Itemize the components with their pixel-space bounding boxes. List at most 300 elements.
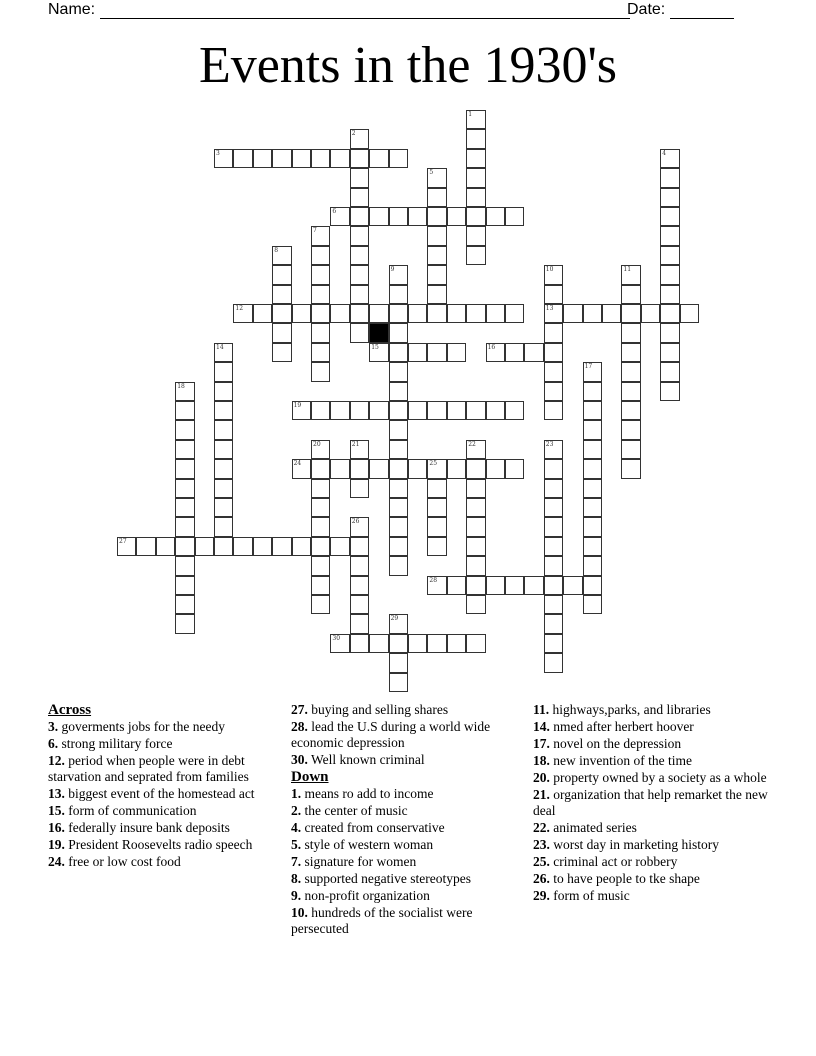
grid-cell[interactable] <box>175 576 194 595</box>
grid-cell[interactable] <box>350 401 369 420</box>
grid-cell[interactable] <box>660 285 679 304</box>
grid-cell[interactable] <box>369 149 388 168</box>
clue-text: goverments jobs for the needy <box>61 719 225 734</box>
grid-cell[interactable] <box>272 343 291 362</box>
grid-cell[interactable] <box>486 304 505 323</box>
grid-cell[interactable] <box>175 556 194 575</box>
grid-cell[interactable] <box>369 634 388 653</box>
grid-cell[interactable] <box>408 207 427 226</box>
grid-cell[interactable] <box>486 207 505 226</box>
grid-cell[interactable] <box>350 207 369 226</box>
grid-cell[interactable] <box>389 401 408 420</box>
grid-cell[interactable] <box>253 304 272 323</box>
grid-cell[interactable] <box>311 595 330 614</box>
grid-cell[interactable] <box>253 149 272 168</box>
grid-cell[interactable] <box>389 498 408 517</box>
grid-cell[interactable] <box>660 149 679 168</box>
grid-cell[interactable] <box>214 343 233 362</box>
grid-cell[interactable] <box>350 614 369 633</box>
grid-cell[interactable] <box>544 440 563 459</box>
grid-cell[interactable] <box>350 149 369 168</box>
grid-cell[interactable] <box>660 246 679 265</box>
grid-cell[interactable] <box>583 459 602 478</box>
grid-cell[interactable] <box>389 207 408 226</box>
grid-cell[interactable] <box>660 343 679 362</box>
grid-cell[interactable] <box>660 362 679 381</box>
grid-cell[interactable] <box>583 537 602 556</box>
grid-cell[interactable] <box>389 479 408 498</box>
grid-cell[interactable] <box>389 517 408 536</box>
grid-cell[interactable] <box>214 498 233 517</box>
clue-number: 9 <box>390 266 395 274</box>
grid-cell[interactable] <box>544 343 563 362</box>
grid-cell[interactable] <box>505 304 524 323</box>
grid-cell[interactable] <box>272 304 291 323</box>
date-line[interactable] <box>670 3 734 19</box>
grid-cell[interactable] <box>427 479 446 498</box>
across-clue <box>48 820 288 836</box>
grid-cell[interactable] <box>408 634 427 653</box>
grid-cell[interactable] <box>175 440 194 459</box>
grid-cell[interactable] <box>466 168 485 187</box>
grid-cell[interactable] <box>311 459 330 478</box>
clue-text: hundreds of the socialist were persecuted <box>291 905 473 936</box>
grid-cell[interactable] <box>389 634 408 653</box>
grid-cell[interactable] <box>389 440 408 459</box>
grid-cell[interactable] <box>583 498 602 517</box>
grid-cell[interactable] <box>272 246 291 265</box>
date-field[interactable] <box>627 1 734 19</box>
grid-cell[interactable] <box>466 479 485 498</box>
grid-cell[interactable] <box>427 188 446 207</box>
clue-number: 19 <box>293 402 302 409</box>
grid-cell[interactable] <box>369 207 388 226</box>
grid-cell[interactable] <box>350 556 369 575</box>
clue-number: 20 <box>313 440 321 448</box>
grid-cell[interactable] <box>505 401 524 420</box>
clue-number: 22 <box>468 440 476 448</box>
grid-cell[interactable] <box>583 556 602 575</box>
grid-cell[interactable] <box>389 537 408 556</box>
grid-cell[interactable] <box>621 304 640 323</box>
grid-cell[interactable] <box>544 498 563 517</box>
grid-cell[interactable] <box>466 440 485 459</box>
grid-cell[interactable] <box>389 382 408 401</box>
clue-text: nmed after herbert hoover <box>553 719 694 734</box>
grid-cell[interactable] <box>660 188 679 207</box>
grid-cell[interactable] <box>350 188 369 207</box>
grid-cell[interactable] <box>350 246 369 265</box>
grid-cell[interactable] <box>621 362 640 381</box>
grid-cell[interactable] <box>583 304 602 323</box>
grid-cell[interactable] <box>602 304 621 323</box>
grid-cell[interactable] <box>272 265 291 284</box>
grid-cell[interactable] <box>505 207 524 226</box>
grid-cell[interactable] <box>214 401 233 420</box>
grid-cell[interactable] <box>583 479 602 498</box>
grid-cell[interactable] <box>544 382 563 401</box>
grid-cell[interactable] <box>563 576 582 595</box>
grid-cell[interactable] <box>408 343 427 362</box>
clue-text: animated series <box>553 820 637 835</box>
clue-text: buying and selling shares <box>311 702 449 717</box>
grid-cell[interactable] <box>544 517 563 536</box>
grid-cell[interactable] <box>427 401 446 420</box>
grid-cell[interactable] <box>369 401 388 420</box>
grid-cell[interactable] <box>214 382 233 401</box>
grid-cell[interactable] <box>292 459 311 478</box>
grid-cell[interactable] <box>175 595 194 614</box>
clue-number: 29 <box>390 615 399 623</box>
grid-cell[interactable] <box>350 634 369 653</box>
grid-cell[interactable] <box>330 207 349 226</box>
grid-cell[interactable] <box>660 304 679 323</box>
clue-number: 13 <box>545 305 554 312</box>
grid-cell[interactable] <box>505 576 524 595</box>
grid-cell[interactable] <box>447 634 466 653</box>
grid-cell[interactable] <box>350 168 369 187</box>
grid-cell[interactable] <box>466 576 485 595</box>
grid-cell[interactable] <box>486 459 505 478</box>
grid-cell[interactable] <box>621 265 640 284</box>
grid-cell[interactable] <box>544 401 563 420</box>
page-title: Events in the 1930's <box>198 37 618 94</box>
grid-cell[interactable] <box>544 285 563 304</box>
grid-cell[interactable] <box>389 362 408 381</box>
grid-cell[interactable] <box>389 285 408 304</box>
grid-cell[interactable] <box>466 595 485 614</box>
grid-cell[interactable] <box>350 537 369 556</box>
grid-cell[interactable] <box>466 226 485 245</box>
grid-cell[interactable] <box>544 323 563 342</box>
clue-num: 8. <box>291 871 302 886</box>
grid-cell[interactable] <box>311 149 330 168</box>
grid-cell[interactable] <box>427 517 446 536</box>
grid-cell[interactable] <box>466 207 485 226</box>
clue-text: federally insure bank deposits <box>68 820 230 835</box>
grid-cell[interactable] <box>350 285 369 304</box>
grid-cell[interactable] <box>195 537 214 556</box>
down-clue <box>533 888 773 904</box>
grid-cell[interactable] <box>350 323 369 342</box>
grid-cell[interactable] <box>292 304 311 323</box>
grid-cell[interactable] <box>330 401 349 420</box>
grid-cell[interactable] <box>427 498 446 517</box>
clue-text: created from conservative <box>304 820 445 835</box>
name-label: Name: <box>48 1 96 18</box>
grid-cell[interactable] <box>680 304 699 323</box>
grid-cell[interactable] <box>427 304 446 323</box>
clue-number: 1 <box>468 111 473 118</box>
grid-cell[interactable] <box>175 459 194 478</box>
grid-cell[interactable] <box>447 343 466 362</box>
grid-cell[interactable] <box>583 362 602 381</box>
grid-cell[interactable] <box>621 420 640 439</box>
grid-cell[interactable] <box>524 576 543 595</box>
grid-cell[interactable] <box>427 634 446 653</box>
clue-number: 14 <box>216 343 224 351</box>
grid-cell[interactable] <box>466 129 485 148</box>
clue-text: to have people to tke shape <box>553 871 700 886</box>
grid-cell[interactable] <box>214 420 233 439</box>
across-clue <box>291 702 531 718</box>
grid-cell[interactable] <box>292 401 311 420</box>
grid-cell[interactable] <box>350 226 369 245</box>
grid-cell[interactable] <box>350 517 369 536</box>
grid-cell[interactable] <box>466 401 485 420</box>
grid-cell[interactable] <box>641 304 660 323</box>
grid-cell[interactable] <box>621 382 640 401</box>
grid-cell[interactable] <box>233 537 252 556</box>
clue-num: 18. <box>533 753 550 768</box>
grid-cell[interactable] <box>311 556 330 575</box>
grid-cell[interactable] <box>544 265 563 284</box>
grid-cell[interactable] <box>311 537 330 556</box>
grid-cell[interactable] <box>311 401 330 420</box>
grid-cell[interactable] <box>505 343 524 362</box>
down-clue <box>533 753 773 769</box>
grid-cell[interactable] <box>660 382 679 401</box>
across-clue <box>48 736 288 752</box>
grid-cell[interactable] <box>544 459 563 478</box>
grid-cell[interactable] <box>311 576 330 595</box>
grid-cell[interactable] <box>330 634 349 653</box>
grid-cell[interactable] <box>311 226 330 245</box>
grid-cell[interactable] <box>292 149 311 168</box>
grid-cell[interactable] <box>175 614 194 633</box>
grid-cell[interactable] <box>544 634 563 653</box>
grid-cell[interactable] <box>369 343 388 362</box>
clue-text: form of music <box>553 888 630 903</box>
grid-cell[interactable] <box>389 459 408 478</box>
grid-cell[interactable] <box>175 498 194 517</box>
grid-cell[interactable] <box>621 343 640 362</box>
grid-cell[interactable] <box>272 537 291 556</box>
grid-cell[interactable] <box>466 634 485 653</box>
grid-cell[interactable] <box>330 537 349 556</box>
grid-cell[interactable] <box>175 479 194 498</box>
grid-cell[interactable] <box>427 537 446 556</box>
grid-cell[interactable] <box>466 556 485 575</box>
grid-cell[interactable] <box>389 323 408 342</box>
grid-cell[interactable] <box>311 265 330 284</box>
grid-cell[interactable] <box>544 537 563 556</box>
grid-cell[interactable] <box>544 304 563 323</box>
grid-cell[interactable] <box>447 304 466 323</box>
grid-cell[interactable] <box>253 537 272 556</box>
clue-num: 20. <box>533 770 550 785</box>
grid-cell[interactable] <box>389 149 408 168</box>
grid-cell[interactable] <box>311 440 330 459</box>
grid-cell[interactable] <box>486 343 505 362</box>
name-line[interactable] <box>100 3 630 19</box>
grid-cell[interactable] <box>214 517 233 536</box>
grid-cell[interactable] <box>427 207 446 226</box>
grid-cell[interactable] <box>369 304 388 323</box>
grid-cell[interactable] <box>214 537 233 556</box>
grid-cell[interactable] <box>544 576 563 595</box>
grid-cell[interactable] <box>311 304 330 323</box>
grid-cell[interactable] <box>447 576 466 595</box>
grid-cell[interactable] <box>583 576 602 595</box>
grid-cell[interactable] <box>330 459 349 478</box>
grid-cell[interactable] <box>389 420 408 439</box>
grid-cell[interactable] <box>544 614 563 633</box>
grid-cell[interactable] <box>466 304 485 323</box>
grid-cell[interactable] <box>621 459 640 478</box>
grid-cell[interactable] <box>544 595 563 614</box>
clue-num: 15. <box>48 803 65 818</box>
grid-cell[interactable] <box>466 246 485 265</box>
grid-cell[interactable] <box>350 129 369 148</box>
grid-cell[interactable] <box>389 265 408 284</box>
grid-cell[interactable] <box>272 149 291 168</box>
grid-cell[interactable] <box>214 440 233 459</box>
grid-cell[interactable] <box>466 537 485 556</box>
across-clue <box>48 837 288 853</box>
grid-cell[interactable] <box>524 343 543 362</box>
grid-cell[interactable] <box>466 110 485 129</box>
grid-cell[interactable] <box>583 382 602 401</box>
grid-cell[interactable] <box>660 207 679 226</box>
grid-cell[interactable] <box>427 265 446 284</box>
grid-cell[interactable] <box>621 440 640 459</box>
grid-cell[interactable] <box>427 168 446 187</box>
grid-cell[interactable] <box>427 576 446 595</box>
grid-cell[interactable] <box>214 362 233 381</box>
grid-cell[interactable] <box>389 614 408 633</box>
grid-cell[interactable] <box>389 673 408 692</box>
grid-cell[interactable] <box>389 343 408 362</box>
grid-cell[interactable] <box>350 304 369 323</box>
grid-cell[interactable] <box>408 459 427 478</box>
clue-text: the center of music <box>304 803 408 818</box>
grid-cell[interactable] <box>311 362 330 381</box>
grid-cell[interactable] <box>389 304 408 323</box>
grid-cell[interactable] <box>156 537 175 556</box>
grid-cell[interactable] <box>311 285 330 304</box>
grid-cell[interactable] <box>427 343 446 362</box>
grid-cell[interactable] <box>175 401 194 420</box>
grid-cell[interactable] <box>136 537 155 556</box>
clue-number: 23 <box>545 440 554 448</box>
grid-cell[interactable] <box>544 479 563 498</box>
grid-cell[interactable] <box>447 459 466 478</box>
grid-cell[interactable] <box>350 265 369 284</box>
grid-cell[interactable] <box>563 304 582 323</box>
clue-text: free or low cost food <box>68 854 181 869</box>
grid-cell[interactable] <box>311 343 330 362</box>
grid-cell[interactable] <box>583 440 602 459</box>
grid-cell[interactable] <box>175 382 194 401</box>
grid-cell[interactable] <box>311 498 330 517</box>
grid-cell[interactable] <box>427 226 446 245</box>
grid-cell[interactable] <box>214 149 233 168</box>
clue-num: 25. <box>533 854 550 869</box>
grid-cell[interactable] <box>175 517 194 536</box>
grid-cell[interactable] <box>486 401 505 420</box>
grid-cell[interactable] <box>272 285 291 304</box>
name-field[interactable] <box>48 1 630 19</box>
grid-cell[interactable] <box>311 479 330 498</box>
across-clue <box>48 803 288 819</box>
clue-num: 7. <box>291 854 302 869</box>
clue-number: 25 <box>429 460 438 468</box>
grid-cell[interactable] <box>466 517 485 536</box>
grid-cell[interactable] <box>544 653 563 672</box>
grid-cell[interactable] <box>350 595 369 614</box>
grid-cell[interactable] <box>660 323 679 342</box>
grid-cell[interactable] <box>175 537 194 556</box>
grid-cell[interactable] <box>427 285 446 304</box>
grid-cell[interactable] <box>292 537 311 556</box>
grid-cell[interactable] <box>621 401 640 420</box>
grid-cell[interactable] <box>272 323 291 342</box>
grid-cell[interactable] <box>369 459 388 478</box>
grid-cell[interactable] <box>583 595 602 614</box>
grid-cell[interactable] <box>311 517 330 536</box>
grid-cell[interactable] <box>389 556 408 575</box>
grid-cell[interactable] <box>583 420 602 439</box>
clue-text: criminal act or robbery <box>553 854 678 869</box>
grid-cell[interactable] <box>311 246 330 265</box>
grid-cell[interactable] <box>660 168 679 187</box>
grid-cell[interactable] <box>408 401 427 420</box>
grid-cell[interactable] <box>233 304 252 323</box>
clue-number: 12 <box>235 305 244 312</box>
grid-cell[interactable] <box>117 537 136 556</box>
clue-num: 14. <box>533 719 550 734</box>
grid-cell[interactable] <box>447 207 466 226</box>
grid-cell[interactable] <box>660 265 679 284</box>
grid-cell[interactable] <box>466 188 485 207</box>
grid-cell[interactable] <box>427 459 446 478</box>
grid-cell[interactable] <box>621 285 640 304</box>
grid-cell[interactable] <box>350 576 369 595</box>
grid-cell[interactable] <box>466 459 485 478</box>
grid-cell[interactable] <box>544 362 563 381</box>
grid-cell[interactable] <box>660 226 679 245</box>
grid-cell[interactable] <box>486 576 505 595</box>
grid-cell[interactable] <box>544 556 563 575</box>
grid-cell[interactable] <box>466 498 485 517</box>
grid-cell[interactable] <box>583 401 602 420</box>
grid-cell[interactable] <box>175 420 194 439</box>
grid-cell[interactable] <box>583 517 602 536</box>
grid-cell[interactable] <box>214 479 233 498</box>
grid-cell[interactable] <box>350 459 369 478</box>
grid-cell[interactable] <box>505 459 524 478</box>
grid-cell[interactable] <box>466 149 485 168</box>
clue-number: 30 <box>332 634 341 642</box>
grid-cell[interactable] <box>447 401 466 420</box>
grid-cell[interactable] <box>408 304 427 323</box>
down-heading: Down <box>291 769 329 785</box>
grid-cell[interactable] <box>427 246 446 265</box>
across-clue <box>291 719 531 751</box>
grid-cell[interactable] <box>389 653 408 672</box>
grid-cell[interactable] <box>214 459 233 478</box>
clue-text: signature for women <box>304 854 417 869</box>
grid-cell[interactable] <box>330 149 349 168</box>
grid-cell[interactable] <box>350 479 369 498</box>
grid-cell[interactable] <box>330 304 349 323</box>
grid-cell[interactable] <box>621 323 640 342</box>
grid-cell[interactable] <box>311 323 330 342</box>
grid-cell[interactable] <box>350 440 369 459</box>
grid-cell[interactable] <box>233 149 252 168</box>
clue-text: form of communication <box>68 803 197 818</box>
